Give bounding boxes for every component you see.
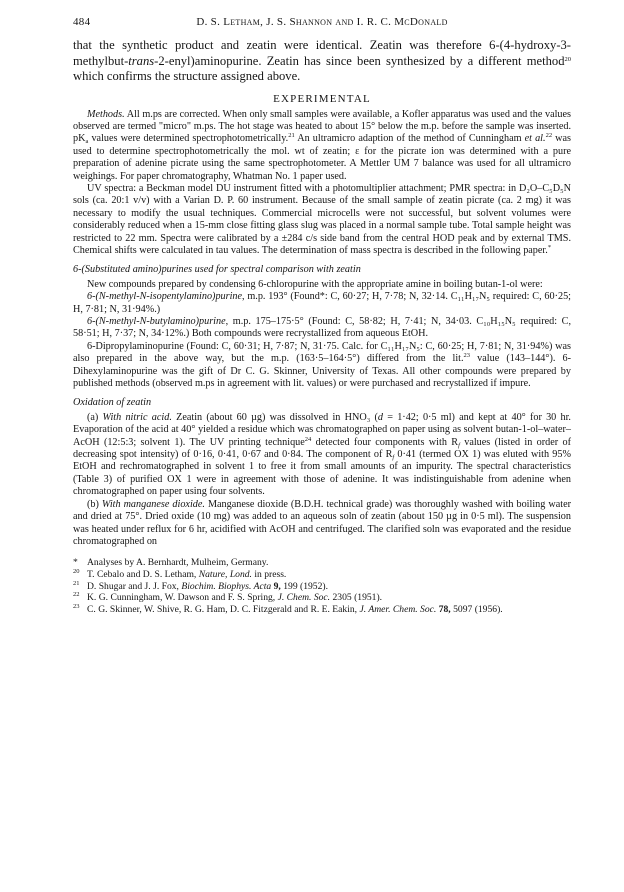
footnote: $^{22}$ K. G. Cunningham, W. Dawson and F. S. Spring, J. Chem. Soc. 2305 (1951). [73, 591, 383, 604]
lead-text-2: -2-enyl)aminopurine. Zeatin has since been synthesized by a different method [154, 53, 565, 68]
footnote-authors: T. Cebalo and D. S. Letham, [87, 568, 199, 580]
reference-marker: 20 [564, 55, 571, 63]
methods-text-2: values were determined spectrophotometrically. [88, 133, 289, 145]
footnote: $^{21}$ D. Shugar and J. J. Fox, Biochim. Biophys. Acta 9, 199 (1952). [73, 579, 328, 592]
methods-text-4: was used to determine spectrophotometrically the mol. wt of zeatin; ε for the picrate ion was determined with a pure preparation of adenine picrate using the same spectrophotometer. A Mettler UM 7 balance was used for all ultramicro weighings. For paper chromatography, Whatman No. 1 paper used. [73, 133, 572, 182]
reference-marker: * [547, 243, 552, 251]
footnote [73, 557, 571, 569]
footnote-journal: Nature, Lond. [198, 568, 252, 580]
lead-text-3: which confirms the structure assigned above. [73, 69, 301, 83]
method-manganese-dioxide: With manganese dioxide. [101, 498, 205, 510]
nitric-text-3: detected four components with R [311, 436, 459, 448]
compound-3-text-1: 6-Dipropylaminopurine (Found: C, 60·31; H, 7·87; N, 31·75. Calc. for C₁₁H₁₇N₅: C, 60·25; H, 7·81; N, 31·94%) was also prepared in the above way, but the m.p. (163·5–164·5°) differed from the lit. [73, 340, 571, 365]
method-nitric-acid: With nitric acid. [102, 411, 172, 423]
item-label-b: (b) [87, 498, 102, 510]
uv-spectra-paragraph [73, 183, 571, 257]
compound-2-paragraph [73, 316, 571, 341]
rf-subscript: f [392, 454, 395, 462]
footnote-authors: C. G. Skinner, W. Shive, R. G. Ham, D. C. Fitzgerald and R. E. Eakin, [87, 603, 360, 615]
footnote: $^{23}$ C. G. Skinner, W. Shive, R. G. Ham, D. C. Fitzgerald and R. E. Eakin, J. Amer. Chem. Soc. 78, 5097 (1956). [73, 602, 503, 615]
lead-text-1: that the synthetic product and zeatin were identical. Zeatin was therefore 6-(4-hydroxy-3-methylbut- [73, 38, 571, 68]
lead-trans: trans [128, 53, 155, 68]
methods-text-1: All m.ps are corrected. When only small samples were available, a Kofler apparatus was used and the values observed are termed "micro" m.ps. The hot stage was heated to about 15° below the m.p. before the sample was inserted. pK [73, 108, 571, 145]
compound-1-paragraph [73, 291, 571, 316]
compound-1-text: , m.p. 193° (Found*: C, 60·27; H, 7·78; N, 32·14. C₁₁H₁₇N₅ required: C, 60·25; H, 7·81; N, 31·94%.) [73, 291, 571, 315]
purines-intro-paragraph: New compounds prepared by condensing 6-chloropurine with the appropriate amine in boiling butan-1-ol were: [87, 278, 543, 290]
reference-marker: 23 [463, 352, 471, 360]
footnote-detail: 5097 (1956). [450, 603, 503, 615]
reference-marker: 22 [545, 132, 553, 140]
footnote-mark: * [73, 557, 78, 569]
footnote-authors: D. Shugar and J. J. Fox, [87, 580, 182, 592]
subsection-title-oxidation: Oxidation of zeatin [73, 397, 152, 409]
nitric-acid-paragraph [73, 412, 571, 499]
compound-2-text: , m.p. 175–175·5° (Found: C, 58·82; H, 7·41; N, 34·03. C₁₀H₁₅N₅ required: C, 58·51; H, 7·37; N, 34·12%.) Both compounds were recrystallized from aqueous EtOH. [73, 316, 571, 340]
density-symbol: d [377, 411, 383, 423]
footnote-authors: K. G. Cunningham, W. Dawson and F. S. Spring, [87, 592, 278, 604]
compound-2-name: 6-(N-methyl-N-butylamino)purine [87, 316, 226, 327]
manganese-dioxide-paragraph [73, 499, 571, 549]
item-label-a: (a) [87, 411, 103, 423]
nitric-text-1: Zeatin (about 60 µg) was dissolved in HNO₃ ( [171, 411, 378, 423]
reference-marker: 21 [288, 132, 295, 140]
page-number: 484 [73, 16, 91, 28]
nitric-text-4: values (listed in order of decreasing spot intensity) of 0·16, 0·41, 0·67 and 0·84. The component of R [73, 436, 571, 461]
methods-paragraph [73, 109, 571, 183]
compound-3-text-2: value (143–144°). 6-Dihexylaminopurine was the gift of Dr C. G. Skinner, University of Texas. All other compounds were prepared by published methods (observed m.ps in agreement with lit. values) or were purchased and recrystallized if impure. [73, 353, 571, 390]
rf-subscript: f [458, 441, 460, 449]
compound-3-paragraph [73, 341, 571, 391]
et-al: et al. [524, 133, 546, 145]
footnotes [73, 557, 571, 615]
footnote-text: Analyses by A. Bernhardt, Mulheim, Germany. [87, 557, 269, 569]
footnote-detail: 2305 (1951). [330, 592, 383, 604]
footnote-journal: J. Chem. Soc. [277, 592, 331, 604]
section-title: EXPERIMENTAL [273, 92, 371, 105]
footnote-detail: in press. [251, 568, 287, 580]
footnote-journal: J. Amer. Chem. Soc. [359, 603, 437, 615]
footnote-journal: Biochim. Biophys. Acta [181, 580, 272, 592]
compound-1-name: 6-(N-methyl-N-isopentylamino)purine [87, 291, 243, 303]
running-head [73, 16, 571, 34]
reference-marker: 24 [304, 435, 312, 443]
subsection-title-substituted-purines: 6-(Substituted amino)purines used for spectral comparison with zeatin [73, 264, 361, 276]
manganese-text: Manganese dioxide (B.D.H. technical grade) was thoroughly washed with boiling water and dried at 75°. Dried oxide (10 mg) was added to an aqueous soln of zeatin (about 150 µg in 0·5 ml). The suspension was heated under reflux for 6 hr, acidified with AcOH and centrifuged. The clarified soln was evaporated and the residue chromatographed on [73, 498, 571, 547]
journal-page [73, 16, 571, 615]
uv-spectra-text: UV spectra: a Beckman model DU instrument fitted with a photomultiplier attachment; PMR spectra: in D₂O–C₅D₅N sols (ca. 20:1 v/v) with a Varian D. P. 60 instrument. Because of the small sample of zeatin picrate (ca. 2 mg) it was necessary to modify the usual techniques. Commercial microcells were not successful, but solvent volumes were considerably reduced when a 15-mm close fitting glass slug was placed in a normal sample tube. Total sample height was restricted to 22 mm. Spectra were calibrated by a ±284 c/s side band from the central HOD peak and by external TMS. Chemical shifts were calculated in tau values. The determination of mass spectra is described in the following paper. [73, 182, 571, 256]
footnote-volume: 9, [271, 580, 281, 592]
nitric-text-2: = 1·42; 0·5 ml) and kept at 40° for 30 hr. Evaporation of the acid at 40° yielded a residue which was chromatographed on paper using as solvent butan-1-ol–water–AcOH (12:5:3; solvent 1). The UV printing technique [73, 411, 571, 448]
footnote-detail: 199 (1952). [280, 580, 328, 592]
footnote-volume: 78, [436, 603, 451, 615]
methods-label: Methods. [87, 108, 125, 120]
methods-text-3: An ultramicro adaption of the method of Cunningham [294, 133, 525, 145]
footnote: $^{20}$ T. Cebalo and D. S. Letham, Nature, Lond. in press. [73, 567, 287, 580]
running-head-authors: D. S. Letham, J. S. Shannon and I. R. C. McDonald [196, 16, 448, 28]
nitric-text-5: 0·41 (termed OX 1) was eluted with 95% EtOH and rechromatographed in solvent 1 to free it from small amounts of an impurity. The spectral characteristics (Table 3) of purified OX 1 were in agreement with those of adenine. It was indistinguishable from adenine when chromatographed on paper using four solvents. [73, 449, 571, 498]
lead-paragraph [73, 38, 571, 85]
pka-subscript: a [85, 138, 89, 146]
